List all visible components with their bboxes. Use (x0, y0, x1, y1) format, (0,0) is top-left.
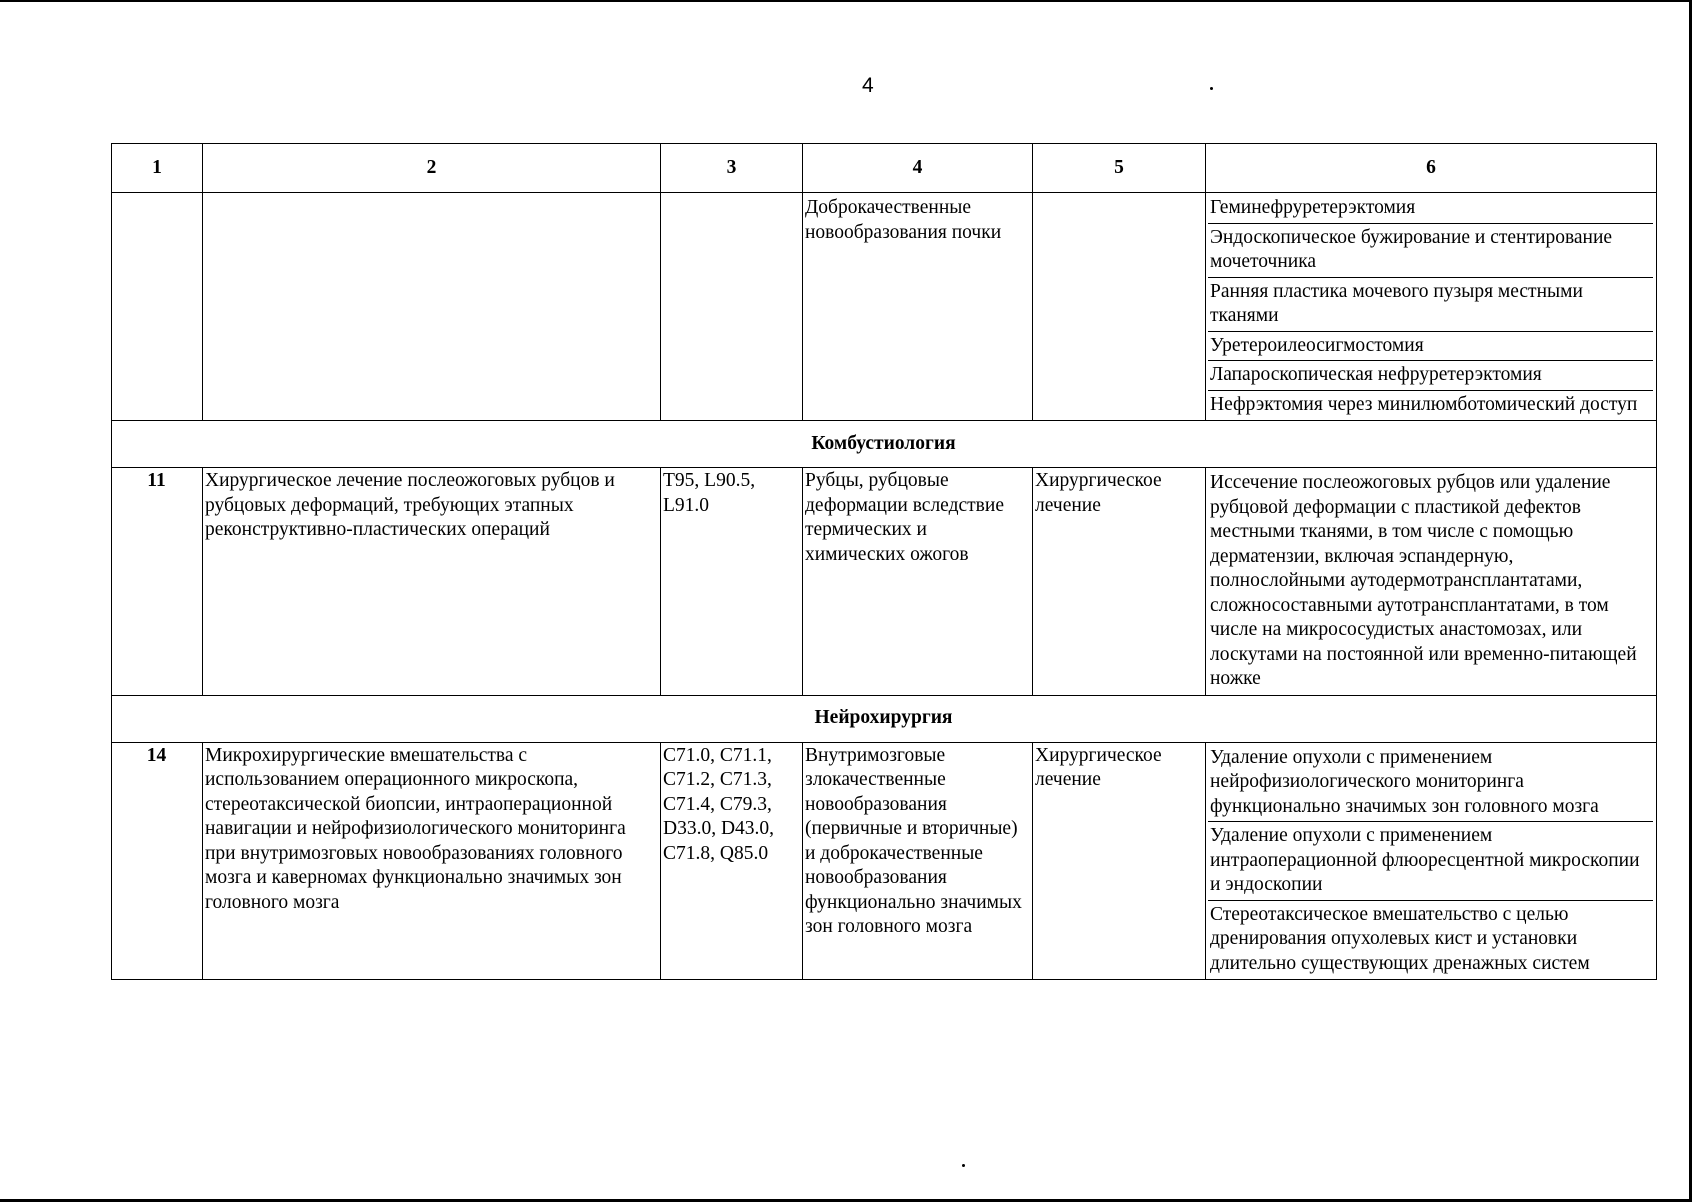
header-cell: 3 (661, 144, 803, 193)
section-title: Комбустиология (112, 421, 1657, 468)
procedure-item: Стереотаксическое вмешательство с целью дренирования опухолевых кист и установки длительно существующих дренажных систем (1210, 903, 1590, 974)
cell-diagnosis: Рубцы, рубцовые деформации вследствие термических и химических ожогов (803, 468, 1033, 696)
table-row (112, 742, 1657, 980)
cell-diagnosis: Доброкачественные новообразования почки (803, 193, 1033, 421)
procedure-item: Удаление опухоли с применением нейрофизиологического мониторинга функционально значимых зон головного мозга (1208, 744, 1653, 823)
cell-num: 11 (112, 468, 203, 696)
page-number: 4 (862, 74, 874, 97)
cell-codes: T95, L90.5, L91.0 (661, 468, 803, 696)
section-row (112, 695, 1657, 742)
table-row (112, 468, 1657, 696)
procedure-item: Эндоскопическое бужирование и стентирование мочеточника (1208, 224, 1653, 278)
header-cell: 4 (803, 144, 1033, 193)
procedure-item: Геминефруретерэктомия (1208, 194, 1653, 224)
cell-treatment: Хирургическое лечение (1033, 742, 1206, 980)
scan-speck (1210, 87, 1213, 90)
procedures-table (111, 143, 1657, 980)
header-cell: 2 (203, 144, 661, 193)
cell-procedures (1206, 742, 1657, 980)
cell-codes (661, 193, 803, 421)
procedure-item: Нефрэктомия через минилюмботомический доступ (1210, 393, 1638, 415)
header-cell: 6 (1206, 144, 1657, 193)
cell-num: 14 (112, 742, 203, 980)
cell-diagnosis: Внутримозговые злокачественные новообразования (первичные и вторичные) и доброкачественные новообразования функционально значимых зон головного мозга (803, 742, 1033, 980)
procedure-item: Уретероилеосигмостомия (1208, 332, 1653, 362)
cell-num (112, 193, 203, 421)
continuation-row (112, 193, 1657, 421)
header-cell: 5 (1033, 144, 1206, 193)
section-row (112, 421, 1657, 468)
procedure-item: Иссечение послеожоговых рубцов или удаление рубцовой деформации с пластикой дефектов местными тканями, в том числе с помощью дерматензии, включая эспандерную, полнослойными аутодермотрансплантатами, сложносоставными аутотрансплантатами, в том числе на микрососудистых анастомозах, или лоскутами на постоянной или временно-питающей ножке (1210, 472, 1637, 689)
cell-treatment (1033, 193, 1206, 421)
cell-treatment: Хирургическое лечение (1033, 468, 1206, 696)
cell-name: Микрохирургические вмешательства с использованием операционного микроскопа, стереотаксической биопсии, интраоперационной навигации и нейрофизиологического мониторинга при внутримозговых новообразованиях головного мозга и каверномах функционально значимых зон головного мозга (203, 742, 661, 980)
procedure-item: Ранняя пластика мочевого пузыря местными тканями (1208, 278, 1653, 332)
cell-name: Хирургическое лечение послеожоговых рубцов и рубцовых деформаций, требующих этапных реконструктивно-пластических операций (203, 468, 661, 696)
cell-procedures (1206, 193, 1657, 421)
scan-speck (962, 1164, 965, 1167)
cell-name (203, 193, 661, 421)
cell-procedures (1206, 468, 1657, 696)
header-cell: 1 (112, 144, 203, 193)
procedure-item: Лапароскопическая нефруретерэктомия (1208, 361, 1653, 391)
procedure-item: Удаление опухоли с применением интраоперационной флюоресцентной микроскопии и эндоскопии (1208, 822, 1653, 901)
header-row (112, 144, 1657, 193)
section-title: Нейрохирургия (112, 695, 1657, 742)
cell-codes: C71.0, C71.1, C71.2, C71.3, C71.4, C79.3, D33.0, D43.0, C71.8, Q85.0 (661, 742, 803, 980)
